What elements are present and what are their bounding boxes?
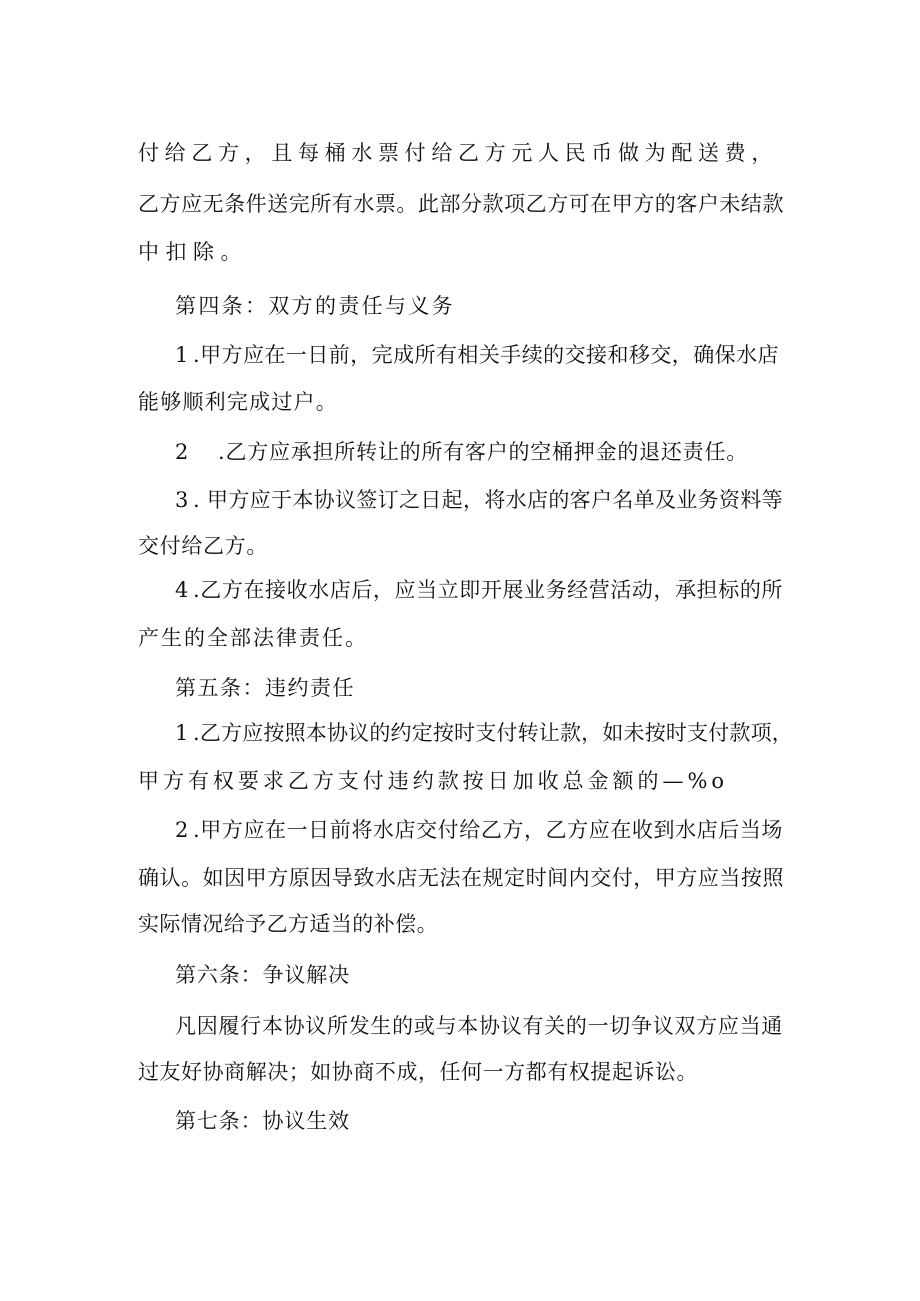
- body-line: 付给乙方，且每桶水票付给乙方元人民币做为配送费，: [138, 141, 778, 165]
- item-number: 1: [175, 721, 189, 745]
- item-number: 3: [175, 488, 189, 512]
- list-item: .乙方应按照本协议的约定按时支付转让款，如未按时支付款项，: [193, 721, 793, 745]
- section-heading: 第四条：双方的责任与义务: [175, 294, 455, 318]
- section-heading: 第六条：争议解决: [175, 963, 350, 987]
- item-number: 2: [175, 818, 189, 842]
- body-line: 产生的全部法律责任。: [138, 626, 368, 650]
- body-line: 交付给乙方。: [138, 534, 268, 558]
- body-line: 过友好协商解决；如协商不成，任何一方都有权提起诉讼。: [138, 1060, 698, 1084]
- body-line: 中扣除。: [138, 240, 248, 264]
- list-item: .甲方应在一日前，完成所有相关手续的交接和移交，确保水店: [193, 343, 779, 367]
- body-line: 甲方有权要求乙方支付违约款按日加收总金额的—%o: [138, 769, 728, 793]
- body-line: 实际情况给予乙方适当的补偿。: [138, 912, 438, 936]
- body-line: 凡因履行本协议所发生的或与本协议有关的一切争议双方应当通: [175, 1014, 783, 1038]
- list-item: .甲方应在一日前将水店交付给乙方，乙方应在收到水店后当场: [193, 818, 783, 842]
- section-heading: 第五条：违约责任: [175, 676, 355, 700]
- item-number: 1: [175, 343, 189, 367]
- body-line: 乙方应无条件送完所有水票。此部分款项乙方可在甲方的客户未结款: [138, 192, 784, 216]
- body-line: 确认。如因甲方原因导致水店无法在规定时间内交付，甲方应当按照: [138, 866, 784, 890]
- item-number: 2: [175, 440, 189, 464]
- list-item: . 甲方应于本协议签订之日起，将水店的客户名单及业务资料等: [193, 488, 783, 512]
- list-item: .乙方应承担所转让的所有客户的空桶押金的退还责任。: [218, 440, 748, 464]
- body-line: 能够顺利完成过户。: [138, 390, 338, 414]
- item-number: 4: [175, 578, 189, 602]
- list-item: .乙方在接收水店后，应当立即开展业务经营活动，承担标的所: [193, 578, 783, 602]
- section-heading: 第七条：协议生效: [175, 1109, 350, 1133]
